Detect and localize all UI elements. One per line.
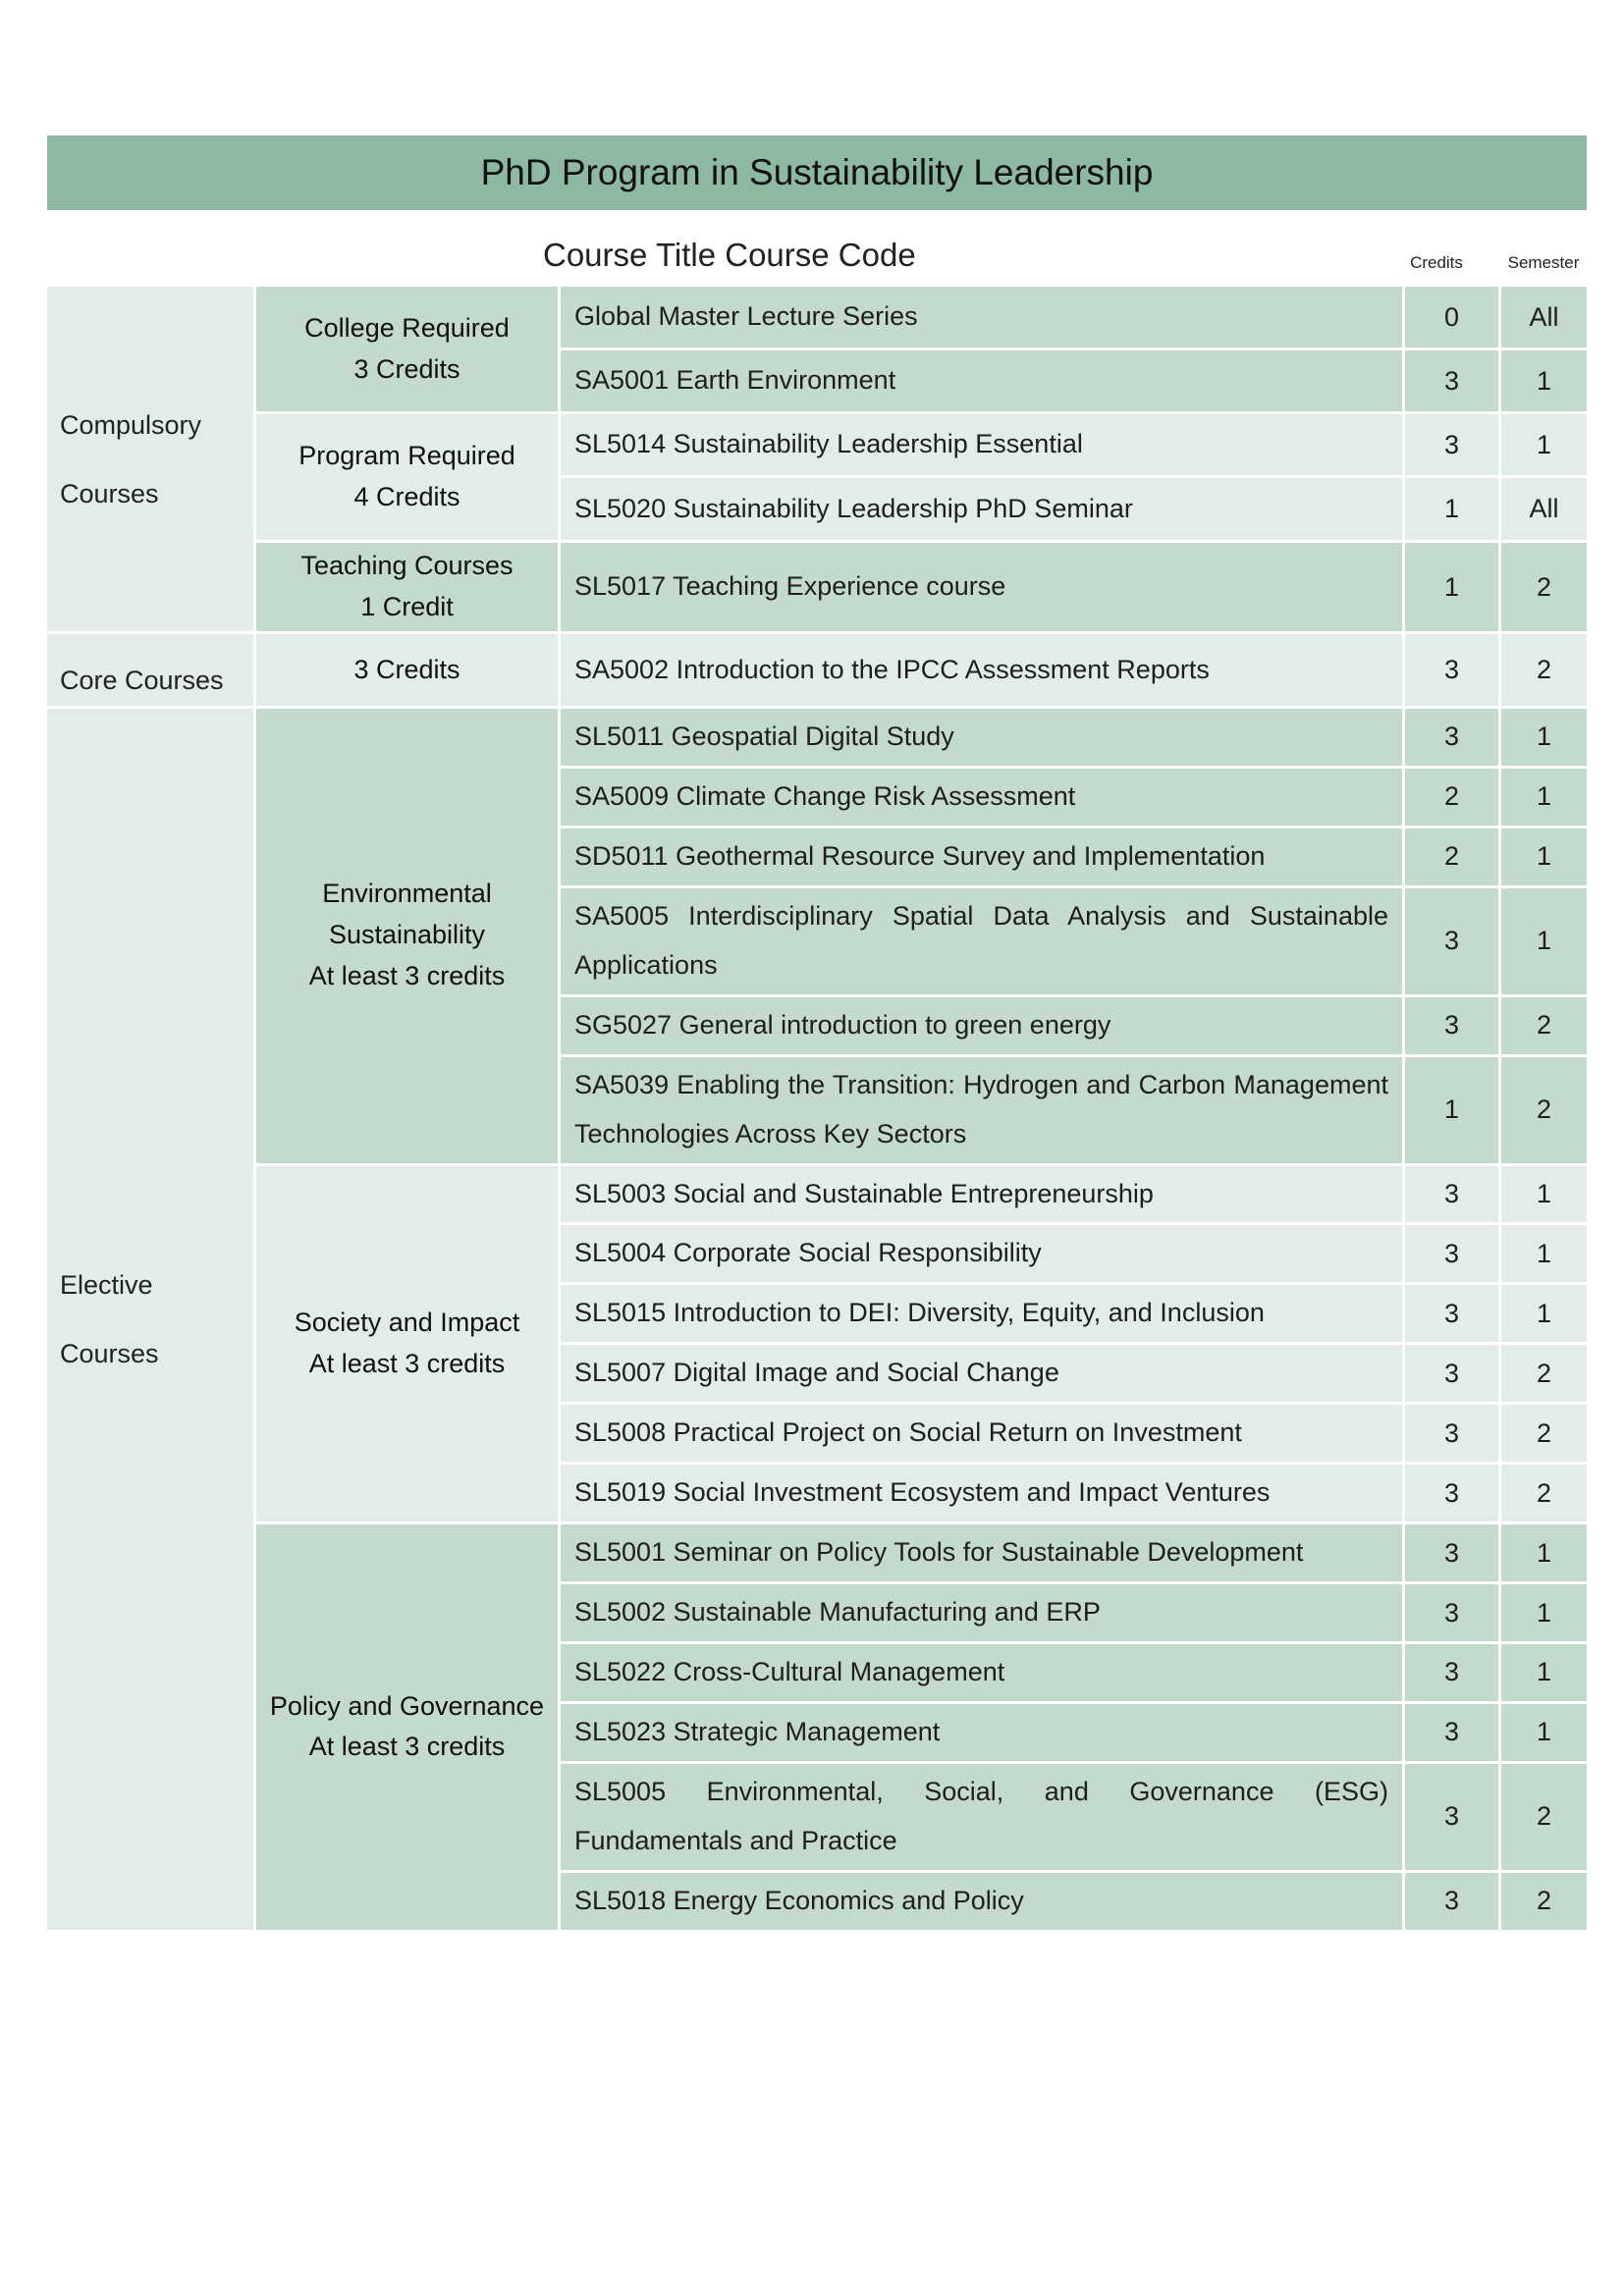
course-title: SL5002 Sustainable Manufacturing and ERP: [561, 1584, 1405, 1644]
course-credits: 3: [1405, 1345, 1501, 1405]
course-semester: All: [1501, 478, 1587, 543]
course-credits: 3: [1405, 414, 1501, 478]
category-label: Elective: [60, 1269, 153, 1300]
course-semester: 1: [1501, 1225, 1587, 1285]
course-semester: 1: [1501, 1524, 1587, 1584]
page-title: PhD Program in Sustainability Leadership: [47, 135, 1587, 210]
table-row: [47, 287, 1587, 350]
group-credits: At least 3 credits: [308, 1732, 506, 1762]
group-label: Society and Impact: [294, 1307, 520, 1337]
group-label: Environmental: [322, 879, 492, 909]
course-credits: 3: [1405, 1584, 1501, 1644]
course-title: SL5020 Sustainability Leadership PhD Seminar: [561, 478, 1405, 543]
course-semester: 2: [1501, 1873, 1587, 1933]
course-credits: 3: [1405, 1465, 1501, 1524]
course-title: SL5019 Social Investment Ecosystem and Impact Ventures: [561, 1465, 1405, 1524]
course-column-header: Course Title Course Code: [543, 237, 916, 273]
group-credits: 3 Credits: [353, 353, 460, 384]
course-semester: 1: [1501, 1584, 1587, 1644]
group-policy-and-governance: [256, 1524, 561, 1933]
group-credits: 1 Credit: [360, 592, 454, 621]
group-label: College Required: [304, 312, 510, 343]
course-semester: 1: [1501, 709, 1587, 769]
course-semester: 2: [1501, 634, 1587, 709]
course-credits: 3: [1405, 634, 1501, 709]
group-program-required: [256, 414, 561, 543]
course-title: SL5005 Environmental, Social, and Governance (ESG) Fundamentals and Practice: [561, 1764, 1405, 1873]
category-core: Core Courses: [47, 634, 256, 709]
table-row: [47, 709, 1587, 769]
group-college-required: [256, 287, 561, 414]
table-row: [47, 543, 1587, 634]
course-title: SL5017 Teaching Experience course: [561, 543, 1405, 634]
course-credits: 3: [1405, 1225, 1501, 1285]
category-elective: [47, 709, 256, 1933]
course-semester: 2: [1501, 997, 1587, 1057]
group-label: Sustainability: [328, 920, 486, 950]
course-credits: 0: [1405, 287, 1501, 350]
group-core-credits: 3 Credits: [256, 634, 561, 709]
course-title: SL5011 Geospatial Digital Study: [561, 709, 1405, 769]
course-title: SA5001 Earth Environment: [561, 350, 1405, 414]
course-credits: 3: [1405, 1764, 1501, 1873]
course-semester: 1: [1501, 1285, 1587, 1345]
course-semester: 1: [1501, 769, 1587, 828]
category-label: Compulsory: [60, 409, 202, 440]
course-semester: 1: [1501, 1644, 1587, 1704]
category-compulsory: [47, 287, 256, 634]
course-semester: 1: [1501, 414, 1587, 478]
group-credits: At least 3 credits: [308, 1348, 506, 1378]
course-title: SL5023 Strategic Management: [561, 1704, 1405, 1764]
course-semester: 1: [1501, 888, 1587, 997]
course-semester: All: [1501, 287, 1587, 350]
course-title: SL5004 Corporate Social Responsibility: [561, 1225, 1405, 1285]
table-row: [47, 414, 1587, 478]
credits-column-header: Credits: [1410, 253, 1463, 272]
course-title: SL5001 Seminar on Policy Tools for Sustainable Development: [561, 1524, 1405, 1584]
course-title: SA5039 Enabling the Transition: Hydrogen and Carbon Management Technologies Across Key Sectors: [561, 1057, 1405, 1166]
course-semester: 2: [1501, 1465, 1587, 1524]
course-title: SG5027 General introduction to green energy: [561, 997, 1405, 1057]
course-semester: 2: [1501, 1405, 1587, 1465]
course-title: SA5009 Climate Change Risk Assessment: [561, 769, 1405, 828]
course-semester: 1: [1501, 350, 1587, 414]
course-credits: 3: [1405, 1644, 1501, 1704]
course-title: SA5002 Introduction to the IPCC Assessment Reports: [561, 634, 1405, 709]
course-credits: 1: [1405, 1057, 1501, 1166]
group-credits: At least 3 credits: [308, 961, 506, 991]
course-title: SD5011 Geothermal Resource Survey and Implementation: [561, 828, 1405, 888]
course-title: SL5003 Social and Sustainable Entrepreneurship: [561, 1166, 1405, 1226]
course-semester: 2: [1501, 1764, 1587, 1873]
course-title: SL5014 Sustainability Leadership Essential: [561, 414, 1405, 478]
course-credits: 3: [1405, 997, 1501, 1057]
course-credits: 2: [1405, 769, 1501, 828]
group-label: Program Required: [298, 441, 515, 471]
group-society-and-impact: [256, 1166, 561, 1525]
course-semester: 2: [1501, 1345, 1587, 1405]
group-label: Policy and Governance: [269, 1690, 545, 1721]
category-label: Courses: [60, 478, 159, 508]
course-title: SL5007 Digital Image and Social Change: [561, 1345, 1405, 1405]
course-semester: 1: [1501, 828, 1587, 888]
course-title: SL5015 Introduction to DEI: Diversity, Equity, and Inclusion: [561, 1285, 1405, 1345]
table-row: [47, 634, 1587, 709]
curriculum-table: [47, 287, 1587, 1933]
group-credits: 4 Credits: [353, 482, 460, 511]
course-title: Global Master Lecture Series: [561, 287, 1405, 350]
course-title: SL5008 Practical Project on Social Return on Investment: [561, 1405, 1405, 1465]
course-title: SL5018 Energy Economics and Policy: [561, 1873, 1405, 1933]
course-credits: 3: [1405, 1704, 1501, 1764]
group-label: Teaching Courses: [300, 551, 514, 581]
table-row: [47, 1166, 1587, 1226]
group-environmental-sustainability: [256, 709, 561, 1166]
course-credits: 3: [1405, 1405, 1501, 1465]
category-label: Courses: [60, 1338, 159, 1368]
course-credits: 3: [1405, 1166, 1501, 1226]
course-semester: 2: [1501, 543, 1587, 634]
course-credits: 3: [1405, 1285, 1501, 1345]
course-semester: 1: [1501, 1704, 1587, 1764]
course-credits: 3: [1405, 1524, 1501, 1584]
table-row: [47, 1524, 1587, 1584]
course-credits: 3: [1405, 888, 1501, 997]
course-credits: 3: [1405, 709, 1501, 769]
course-title: SL5022 Cross-Cultural Management: [561, 1644, 1405, 1704]
course-title: SA5005 Interdisciplinary Spatial Data Analysis and Sustainable Applications: [561, 888, 1405, 997]
course-credits: 3: [1405, 1873, 1501, 1933]
course-credits: 2: [1405, 828, 1501, 888]
course-credits: 3: [1405, 350, 1501, 414]
course-semester: 2: [1501, 1057, 1587, 1166]
group-teaching-courses: [256, 543, 561, 634]
course-semester: 1: [1501, 1166, 1587, 1226]
semester-column-header: Semester: [1507, 253, 1580, 272]
course-credits: 1: [1405, 478, 1501, 543]
course-credits: 1: [1405, 543, 1501, 634]
